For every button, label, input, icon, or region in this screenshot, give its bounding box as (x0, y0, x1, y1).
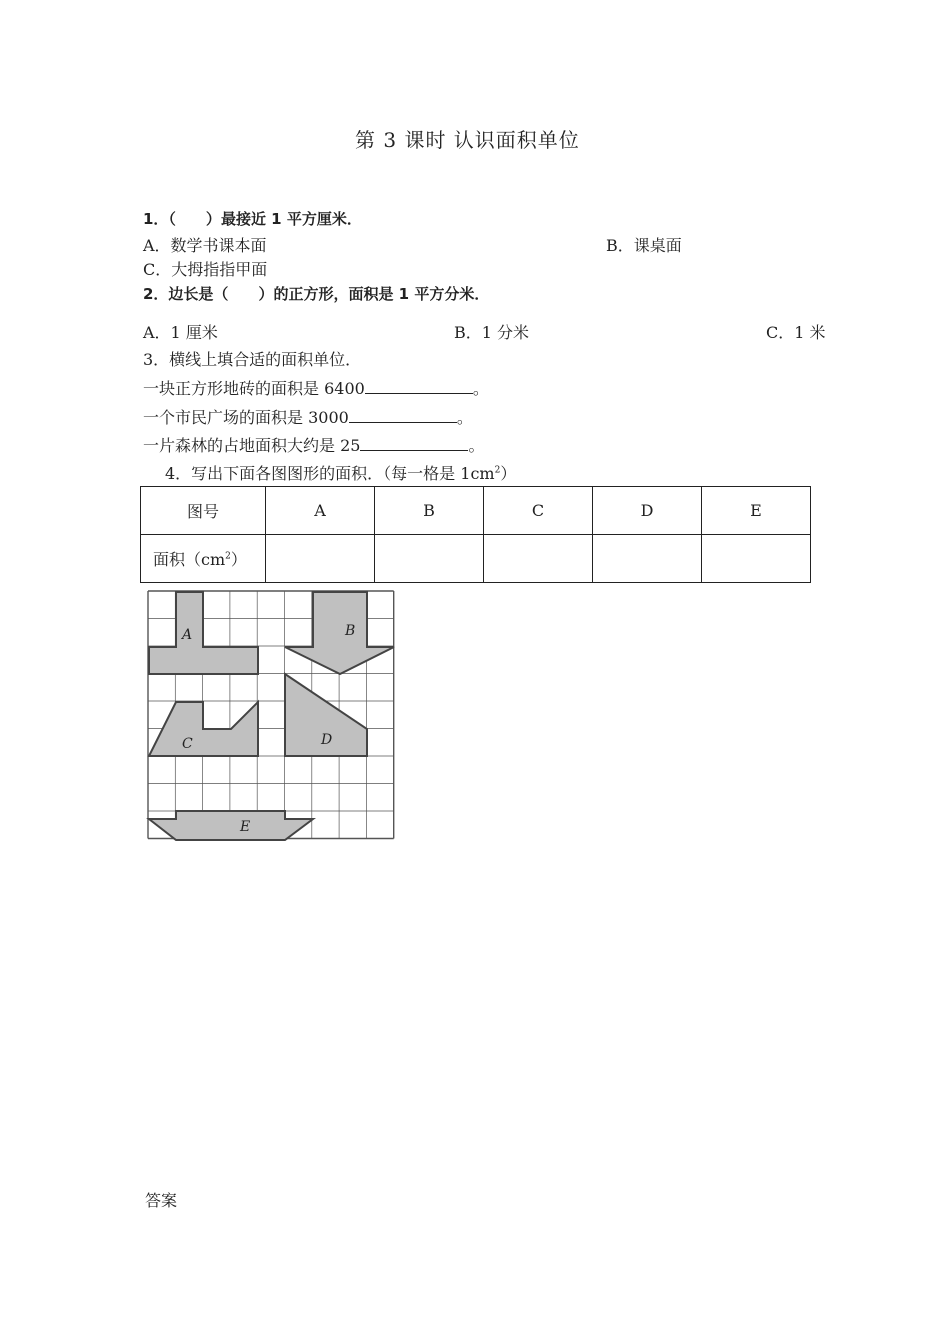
col-header-c: C (484, 487, 593, 535)
q3-stem: 3．横线上填合适的面积单位． (143, 350, 362, 369)
row-label-area-text: 面积（cm (153, 550, 226, 569)
q2-option-b: B．1 分米 (454, 323, 530, 342)
shape-b (285, 592, 394, 674)
q1-option-b: B．课桌面 (606, 236, 682, 255)
answer-table (140, 486, 811, 583)
col-header-b: B (375, 487, 484, 535)
q3-line-3-text: 一片森林的占地面积大约是 25 (143, 436, 361, 455)
q2-stem: 2．边长是（ ）的正方形，面积是 1 平方分米． (143, 285, 490, 303)
label-a: A (182, 627, 193, 643)
grid-figure (146, 589, 398, 849)
superscript: 2 (225, 551, 231, 562)
answer-cell-c[interactable] (484, 535, 593, 583)
col-header-a: A (266, 487, 375, 535)
q1-stem: 1．（ ）最接近 1 平方厘米． (143, 210, 362, 228)
line-end: 。 (456, 408, 473, 427)
line-end: 。 (468, 436, 485, 455)
label-e: E (240, 819, 251, 835)
q3-line-2 (143, 405, 473, 428)
label-b: B (345, 623, 356, 639)
col-header-d: D (593, 487, 702, 535)
q1-option-a: A．数学书课本面 (143, 236, 267, 255)
superscript: 2 (494, 465, 501, 476)
col-header-e: E (702, 487, 811, 535)
shape-e (149, 811, 313, 840)
q3-line-1-text: 一块正方形地砖的面积是 6400 (143, 379, 365, 398)
q4-stem (165, 461, 516, 484)
shape-c (149, 702, 258, 756)
label-c: C (182, 736, 193, 752)
row-label-figure: 图号 (141, 487, 266, 535)
page-title: 第 3 课时 认识面积单位 (355, 128, 580, 152)
answer-heading: 答案 (145, 1191, 178, 1210)
answer-cell-a[interactable] (266, 535, 375, 583)
table-row (141, 535, 811, 583)
line-end: 。 (472, 379, 489, 398)
row-label-area (141, 535, 266, 583)
fill-blank[interactable] (349, 408, 457, 423)
q4-stem-text: 4．写出下面各图图形的面积．（每一格是 1cm (165, 464, 495, 483)
q2-option-a: A．1 厘米 (143, 323, 218, 342)
q3-line-1 (143, 376, 489, 399)
row-label-area-end: ） (230, 550, 247, 569)
q1-option-c: C．大拇指指甲面 (143, 260, 268, 279)
answer-cell-b[interactable] (375, 535, 484, 583)
q4-stem-end: ） (500, 464, 517, 483)
q3-line-3 (143, 433, 484, 456)
q2-option-c: C．1 米 (766, 323, 826, 342)
answer-cell-e[interactable] (702, 535, 811, 583)
table-row (141, 487, 811, 535)
fill-blank[interactable] (365, 379, 473, 394)
q3-line-2-text: 一个市民广场的面积是 3000 (143, 408, 349, 427)
shape-a (149, 592, 258, 674)
label-d: D (321, 732, 333, 748)
answer-cell-d[interactable] (593, 535, 702, 583)
grid-figure-svg (146, 589, 398, 845)
fill-blank[interactable] (360, 436, 468, 451)
